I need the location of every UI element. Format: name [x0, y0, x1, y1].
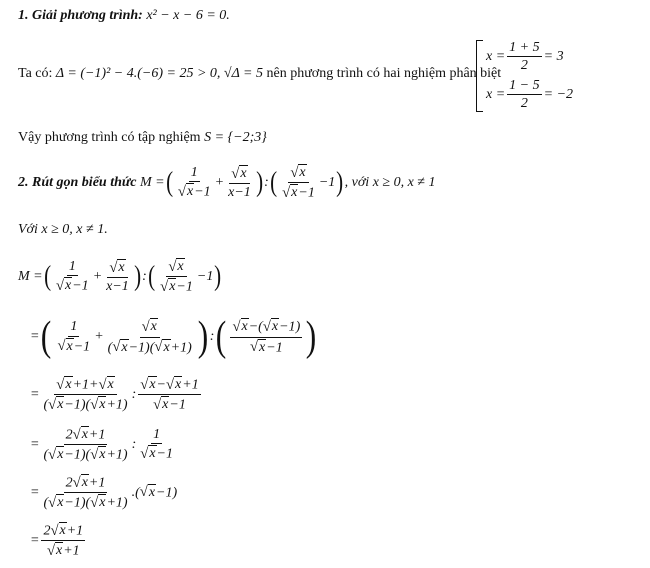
heading-1: 1. Giải phương trình:	[18, 8, 143, 23]
sqrt-arg: x	[259, 339, 266, 355]
root-1	[486, 40, 564, 74]
sqrt: √ x	[90, 494, 106, 511]
lparen: (	[41, 314, 52, 360]
sqrt: √ x	[50, 522, 66, 539]
sqrt: √ x	[56, 376, 72, 393]
colon: :	[264, 174, 269, 190]
step-3	[30, 426, 177, 463]
sqrt: √ x	[72, 474, 88, 491]
num	[140, 318, 160, 337]
num: √ x −( √ x −1)	[230, 318, 302, 337]
minus-one: −1	[64, 447, 81, 463]
equals: =	[30, 532, 40, 548]
minus-one: −1	[72, 278, 89, 294]
equals: =	[30, 436, 40, 452]
den	[151, 395, 188, 413]
sqrt-arg: x	[99, 447, 106, 463]
root-2-num: 1 − 5	[507, 78, 541, 95]
frac-a	[54, 259, 91, 294]
sqrt: √ x	[154, 339, 170, 356]
num: 1	[68, 319, 79, 336]
num: 2 √ x +1	[64, 474, 108, 493]
condition-line: Với x ≥ 0, x ≠ 1.	[18, 222, 108, 237]
num-3	[288, 164, 308, 183]
sqrt: √ x	[165, 376, 182, 393]
den: ( √ x −1)( √ x +1)	[43, 396, 128, 413]
num: 2 √ x +1	[64, 426, 108, 445]
sqrt: √ x	[57, 338, 73, 355]
sqrt-arg: x	[99, 397, 106, 413]
den	[158, 277, 195, 295]
num: 1	[151, 427, 162, 444]
frac-a	[41, 474, 129, 511]
den	[55, 337, 92, 355]
sqrt: √ x	[109, 259, 125, 276]
m-symbol: M	[18, 268, 30, 284]
colon: :	[209, 329, 215, 344]
den-2	[226, 184, 253, 200]
sqrt: √ x	[48, 446, 64, 463]
root-2-den: 2	[520, 96, 528, 112]
term-frac-2	[226, 165, 253, 200]
plus: +	[94, 329, 104, 344]
sqrt: √ x	[72, 426, 88, 443]
sqrt-arg: x	[240, 165, 247, 181]
equals: =	[30, 484, 40, 500]
root-1-rhs: = 3	[543, 48, 564, 64]
sqrt-arg: x	[177, 259, 184, 274]
num: √ x − √ x +1	[138, 376, 200, 395]
sqrt: √ x	[168, 258, 184, 275]
two-roots-text: nên phương trình có hai nghiệm phân biệt	[266, 66, 502, 81]
frac-b	[138, 376, 200, 413]
sqrt-arg: x	[148, 484, 156, 500]
sqrt-arg: x	[162, 397, 169, 413]
sqrt-arg: x	[150, 319, 157, 335]
sqrt-arg: x	[99, 495, 106, 511]
sqrt-arg: x	[121, 339, 128, 355]
frac-b	[106, 318, 194, 355]
m-symbol: M	[139, 174, 152, 190]
sqrt: √ x	[55, 277, 72, 294]
sqrt-arg: x	[175, 377, 182, 392]
sqrt-arg: x	[56, 543, 63, 559]
minus-one: −1	[196, 268, 214, 284]
problem-2-line	[18, 164, 436, 201]
ta-co-label: Ta có:	[18, 66, 53, 81]
sqrt: √ x	[262, 319, 279, 336]
rparen: )	[214, 260, 222, 292]
conclusion-text: Vậy phương trình có tập nghiệm	[18, 130, 201, 145]
sqrt-arg: x	[66, 338, 73, 354]
den	[138, 444, 175, 462]
minus-one: −1	[194, 184, 211, 200]
minus-one: −1	[112, 278, 129, 294]
root-1-lhs: x =	[486, 48, 506, 64]
sqrt: √ x	[139, 484, 156, 501]
frac-b	[104, 259, 131, 294]
lparen: (	[216, 314, 227, 360]
delta-line	[18, 66, 501, 82]
sqrt: √ x	[140, 445, 156, 462]
sqrt: √ x	[48, 494, 64, 511]
root-2-lhs: x =	[486, 86, 506, 102]
frac-c	[230, 318, 302, 355]
sqrt-arg: x	[57, 447, 64, 463]
equals: =	[30, 329, 40, 344]
minus-one: −1	[73, 339, 91, 355]
sqrt-arg: x	[163, 339, 170, 355]
root-1-num: 1 + 5	[507, 40, 541, 57]
equation-1: x² − x − 6 = 0.	[146, 8, 230, 23]
den-3	[280, 183, 317, 201]
term-frac-3	[280, 164, 317, 201]
sqrt-arg: x	[271, 319, 279, 335]
minus-one: −1	[279, 320, 296, 336]
sqrt-arg: x	[118, 259, 125, 275]
x-var: x	[106, 278, 113, 294]
colon: :	[142, 268, 147, 284]
minus-one: −1	[64, 495, 81, 511]
sqrt: √ x	[160, 278, 176, 295]
delta-expression: Δ = (−1)² − 4.(−6) = 25 > 0, √Δ = 5	[55, 66, 263, 81]
den: ( √ x −1)( √ x +1)	[107, 339, 192, 356]
sqrt-arg: x	[299, 165, 306, 180]
sqrt: √ x	[48, 396, 64, 413]
sqrt: √ x	[153, 396, 169, 413]
equals: =	[155, 174, 165, 190]
minus-one: −1	[169, 397, 186, 413]
sqrt: √ x	[46, 542, 63, 559]
step-5	[30, 522, 87, 559]
num: √ x +1+ √ x	[54, 376, 116, 395]
sqrt: √ x	[249, 339, 266, 356]
minus-one: −1	[176, 279, 193, 295]
plus: +	[214, 174, 225, 190]
num: 1	[67, 259, 78, 276]
num-2	[229, 165, 249, 184]
minus-one: −1	[156, 446, 173, 462]
minus-one: −1	[298, 185, 315, 201]
sqrt-arg: x	[59, 523, 66, 538]
rparen: )	[255, 166, 263, 198]
system-bracket	[476, 40, 483, 112]
colon: :	[131, 386, 137, 402]
sqrt: √ x	[141, 319, 157, 336]
minus-one: −1	[156, 485, 173, 501]
frac-a	[41, 426, 129, 463]
term-frac-1	[176, 165, 213, 200]
den: ( √ x −1)( √ x +1)	[43, 494, 128, 511]
frac-a	[55, 319, 92, 354]
den	[104, 278, 131, 294]
frac-c	[158, 258, 195, 295]
num-1: 1	[189, 165, 200, 182]
minus-one: −1	[128, 340, 146, 356]
frac-a	[41, 376, 129, 413]
minus-one: −1	[266, 340, 283, 356]
root-1-den: 2	[520, 58, 528, 74]
sqrt-arg: x	[241, 319, 248, 335]
sqrt-arg: x	[81, 475, 88, 490]
num	[166, 258, 186, 277]
dot: .	[131, 484, 136, 500]
den	[54, 276, 91, 294]
sqrt: √ x	[90, 446, 106, 463]
sqrt-arg: x	[65, 377, 72, 392]
sqrt: √ x	[112, 339, 128, 356]
lparen: (	[43, 260, 51, 292]
sqrt-arg: x	[107, 377, 114, 392]
sqrt-3: √ x	[290, 164, 306, 181]
factor: ( √ x −1)	[135, 484, 178, 501]
solution-set: S = {−2;3}	[204, 130, 267, 145]
conclusion-line	[18, 130, 267, 146]
sqrt-arg: x	[57, 495, 64, 511]
sqrt-arg: x	[57, 397, 64, 413]
plus: +	[92, 268, 103, 284]
rparen: )	[336, 166, 344, 198]
rparen: )	[197, 314, 209, 360]
sqrt-arg: x	[65, 278, 72, 294]
sqrt-2: √ x	[231, 165, 247, 182]
num	[107, 259, 127, 278]
problem-1-line	[18, 8, 230, 24]
den: √ x +1	[46, 542, 80, 559]
den-1	[176, 182, 213, 200]
sqrt-arg: x	[291, 185, 298, 201]
heading-2: 2. Rút gọn biểu thức	[18, 174, 137, 190]
sqrt: √ x	[140, 376, 156, 393]
step-4	[30, 474, 177, 511]
sqrt: √ x	[90, 396, 106, 413]
sqrt-arg: x	[149, 377, 156, 392]
sqrt: √ x	[98, 376, 114, 393]
den	[248, 338, 285, 356]
root-2-rhs: = −2	[543, 86, 574, 102]
x-var: x	[228, 184, 235, 200]
colon: :	[131, 436, 137, 452]
sqrt-arg: x	[149, 446, 156, 462]
step-0	[18, 258, 223, 295]
equals: =	[30, 386, 40, 402]
lparen: (	[165, 166, 173, 198]
rparen: )	[133, 260, 141, 292]
equals: =	[33, 268, 43, 284]
sqrt-arg: x	[81, 427, 88, 442]
minus-one: −1	[234, 184, 251, 200]
sqrt-arg: x	[169, 279, 176, 295]
den: ( √ x −1)( √ x +1)	[43, 446, 128, 463]
condition: , với x ≥ 0, x ≠ 1	[344, 174, 436, 190]
lparen: (	[269, 166, 277, 198]
sqrt: √ x	[232, 319, 248, 336]
root-1-fraction	[507, 40, 541, 74]
frac-final	[41, 522, 85, 559]
frac-b	[138, 427, 175, 462]
lparen: (	[147, 260, 155, 292]
sqrt-arg: x	[186, 184, 194, 200]
step-1	[30, 316, 318, 358]
rparen: )	[305, 314, 317, 360]
minus-one: −1	[64, 397, 81, 413]
minus-one: −1	[318, 174, 336, 190]
num: 2 √ x +1	[41, 522, 85, 541]
step-2	[30, 376, 203, 413]
root-2	[486, 78, 573, 112]
sqrt-4: √ x	[282, 184, 298, 201]
sqrt-1: √ x	[177, 183, 194, 200]
root-2-fraction	[507, 78, 541, 112]
